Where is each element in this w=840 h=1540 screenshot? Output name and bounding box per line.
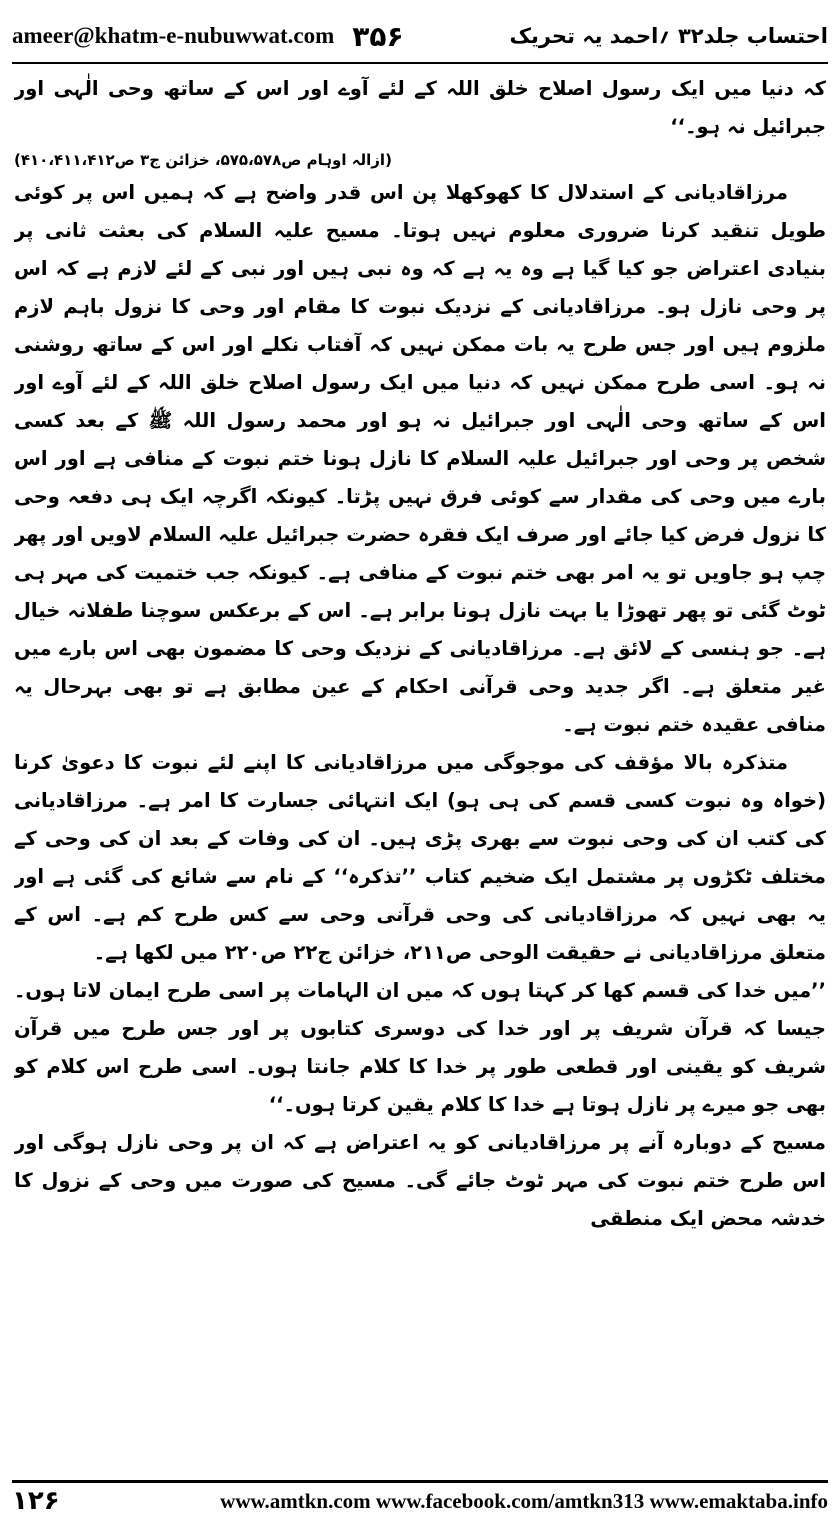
page-body [14,70,826,1458]
citation: (ازالہ اوہام ص۵۷۵،۵۷۸، خزائن ج۳ ص۴۱۰،۴۱۱،۴۱۲) [14,151,392,169]
page-footer [12,1472,828,1532]
footer-page-number: ۱۲۶ [12,1486,60,1516]
paragraph-quotation: ’’میں خدا کی قسم کھا کر کہتا ہوں کہ میں ان الہامات پر اسی طرح ایمان لاتا ہوں۔ جیسا کہ قرآن شریف پر اور خدا کی دوسری کتابوں پر اور جس طرح میں قرآن شریف کو یقینی اور قطعی طور پر خدا کا کلام جانتا ہوں۔ اسی طرح اس کلام کو بھی جو میرے پر نازل ہوتا ہے خدا کا کلام یقین کرتا ہوں۔‘‘ [14,979,826,1116]
paragraph-argument: مرزاقادیانی کے استدلال کا کھوکھلا پن اس قدر واضح ہے کہ ہمیں اس پر کوئی طویل تنقید کرنا ضروری معلوم نہیں ہوتا۔ مسیح علیہ السلام کی بعثت ثانی پر بنیادی اعتراض جو کیا گیا ہے وہ یہ ہے کہ وہ نبی ہیں اور نبی کے لئے لازم ہے کہ اس پر وحی نازل ہو۔ مرزاقادیانی کے نزدیک نبوت کا مقام اور وحی کا نزول باہم لازم ملزوم ہیں اور جس طرح یہ بات ممکن نہیں کہ آفتاب نکلے اور اس کے ساتھ روشنی نہ ہو۔ اسی طرح ممکن نہیں کہ دنیا میں ایک رسول اصلاح خلق اللہ کے لئے آوے اور اس کے ساتھ وحی الٰہی اور جبرائیل نہ ہو اور محمد رسول اللہ ﷺ کے بعد کسی شخص پر وحی اور جبرائیل علیہ السلام کا نازل ہونا ختم نبوت کے منافی ہے اور اس بارے میں وحی کی مقدار سے کوئی فرق نہیں پڑتا۔ کیونکہ اگرچہ ایک ہی دفعہ وحی کا نزول فرض کیا جائے اور صرف ایک فقرہ حضرت جبرائیل علیہ السلام لاویں اور پھر چپ ہو جاویں تو یہ امر بھی ختم نبوت کے منافی ہے۔ کیونکہ جب ختمیت کی مہر ہی ٹوٹ گئی تو پھر تھوڑا یا بہت نازل ہونا برابر ہے۔ اس کے برعکس سوچنا طفلانہ خیال ہے۔ جو ہنسی کے لائق ہے۔ مرزاقادیانی کے نزدیک وحی کا مضمون بھی اس بارے میں غیر متعلق ہے۔ اگر جدید وحی قرآنی احکام کے عین مطابق ہے تو بھی بہرحال یہ منافی عقیدہ ختم نبوت ہے۔ [14,181,826,736]
paragraph-quote-end: کہ دنیا میں ایک رسول اصلاح خلق اللہ کے لئے آوے اور اس کے ساتھ وحی الٰہی اور جبرائیل نہ ہو۔‘‘ [14,77,826,138]
page-header [12,12,828,60]
header-rule [12,62,828,64]
header-page-number: ۳۵۶ [352,19,404,53]
paragraph-objection: مسیح کے دوبارہ آنے پر مرزاقادیانی کو یہ اعتراض ہے کہ ان پر وحی نازل ہوگی اور اس طرح ختم نبوت کی مہر ٹوٹ جائے گی۔ مسیح کی صورت میں وحی کے نزول کا خدشہ محض ایک منطقی [14,1131,826,1230]
footer-urls: www.amtkn.com www.facebook.com/amtkn313 www.emaktaba.info [220,1488,828,1513]
header-left [12,20,404,53]
header-email: ameer@khatm-e-nubuwwat.com [12,23,335,48]
paragraph-claim: متذکرہ بالا مؤقف کی موجوگی میں مرزاقادیانی کا اپنے لئے نبوت کا دعویٰ کرنا (خواہ وہ نبوت کسی قسم کی ہی ہو) ایک انتہائی جسارت کا امر ہے۔ مرزاقادیانی کی کتب ان کی وحی نبوت سے بھری پڑی ہیں۔ ان کی وفات کے بعد ان کی وحی کے مختلف ٹکڑوں پر مشتمل ایک ضخیم کتاب ’’تذکرہ‘‘ کے نام سے شائع کی گئی ہے اور یہ بھی نہیں کہ مرزاقادیانی کی وحی قرآنی وحی سے کس طرح کم ہے۔ اس کے متعلق مرزاقادیانی نے حقیقت الوحی ص۲۱۱، خزائن ج۲۲ ص۲۲۰ میں لکھا ہے۔ [14,751,826,964]
footer-rule [12,1480,828,1483]
running-title: احتساب جلد۳۲ ؍احمد یہ تحریک [509,24,828,48]
